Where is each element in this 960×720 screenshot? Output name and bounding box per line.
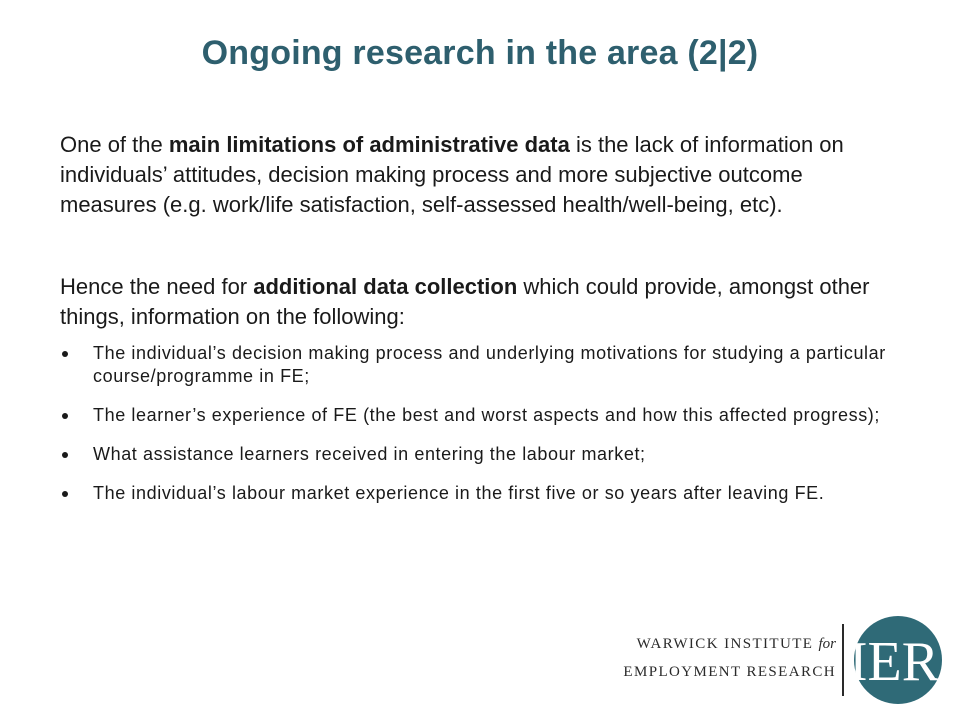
bullet-text: The individual’s decision making process and underlying motivations for studying a particular course/programme in FE; <box>93 343 886 386</box>
bullet-text: The individual’s labour market experience in the first five or so years after leaving FE. <box>93 483 825 503</box>
paragraph-limitations <box>60 130 900 220</box>
ier-logo <box>623 614 946 706</box>
bullet-dot-icon <box>62 452 68 458</box>
logo-for-text: for <box>818 636 836 652</box>
bullet-item <box>60 404 900 427</box>
ier-mark-icon <box>846 614 946 706</box>
paragraph-limitations-pre: One of the <box>60 132 169 157</box>
slide-title: Ongoing research in the area (2|2) <box>201 34 759 72</box>
paragraph-limitations-emphasis: main limitations of administrative data <box>168 132 570 157</box>
logo-divider <box>842 624 844 696</box>
bullet-text: What assistance learners received in entering the labour market; <box>93 444 646 464</box>
paragraph-limitations-post: is the lack of information on individuals’ attitudes, decision making process and more subjective outcome measures (e.g. work/life satisfaction, self-assessed health/well-being, etc). <box>60 132 844 217</box>
paragraph-data-collection-emphasis: additional data collection <box>253 274 518 299</box>
logo-line-1 <box>616 636 836 653</box>
bullet-item <box>60 342 900 388</box>
bullet-item <box>60 482 900 505</box>
bullet-dot-icon <box>62 491 68 497</box>
bullet-dot-icon <box>62 413 68 419</box>
logo-line-2: EMPLOYMENT RESEARCH <box>623 664 836 680</box>
bullet-list <box>60 342 900 521</box>
ier-mark-text: IER <box>848 631 940 693</box>
paragraph-data-collection <box>60 272 900 332</box>
paragraph-data-collection-pre: Hence the need for <box>60 274 254 299</box>
bullet-item <box>60 443 900 466</box>
logo-line-1-text: WARWICK INSTITUTE <box>636 636 819 652</box>
paragraph-data-collection-post: which could provide, amongst other things, information on the following: <box>60 274 870 329</box>
bullet-dot-icon <box>62 351 68 357</box>
bullet-text: The learner’s experience of FE (the best and worst aspects and how this affected progress); <box>93 405 880 425</box>
